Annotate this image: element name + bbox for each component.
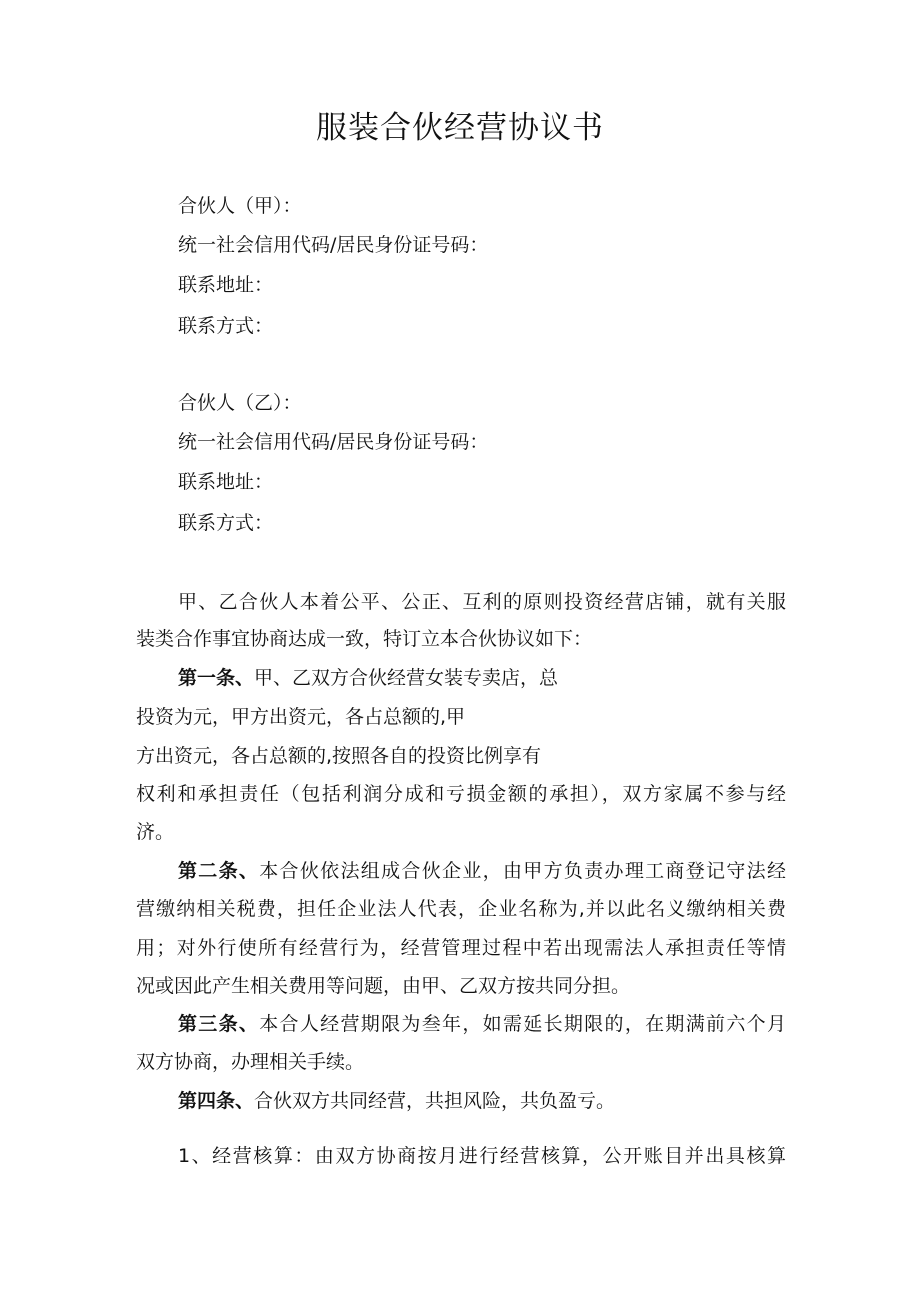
article-2-line-3: 用；对外行使所有经营行为，经营管理过程中若出现需法人承担责任等情 xyxy=(136,937,786,959)
document-title: 服装合伙经营协议书 xyxy=(316,110,604,146)
article-1-line-4: 权利和承担责任（包括利润分成和亏损金额的承担），双方家属不参与经 xyxy=(136,783,786,805)
article-3-first-line xyxy=(178,1010,786,1038)
article-2-label: 第二条、 xyxy=(178,860,260,882)
party-b-heading: 合伙人（乙）： xyxy=(178,392,302,414)
article-3-line-2: 双方协商，办理相关手续。 xyxy=(136,1051,365,1073)
article-1-first-line xyxy=(178,664,558,692)
article-2-line-2: 营缴纳相关税费，担任企业法人代表，企业名称为,并以此名义缴纳相关费 xyxy=(136,898,786,920)
party-b-address-label: 联系地址： xyxy=(178,471,274,493)
article-2-text: 本合伙依法组成合伙企业，由甲方负责办理工商登记守法经 xyxy=(259,860,786,882)
party-a-address-label: 联系地址： xyxy=(178,274,274,296)
article-4-text: 合伙双方共同经营，共担风险，共负盈亏。 xyxy=(254,1090,616,1112)
article-4-line xyxy=(178,1087,615,1115)
party-b-contact-label: 联系方式： xyxy=(178,512,274,534)
article-3-label: 第三条、 xyxy=(178,1013,260,1035)
intro-line-2: 装类合作事宜协商达成一致，特订立本合伙协议如下： xyxy=(136,628,593,650)
party-a-contact-label: 联系方式： xyxy=(178,315,274,337)
article-2-line-4: 况或因此产生相关费用等问题，由甲、乙双方按共同分担。 xyxy=(136,975,631,997)
article-3-text: 本合人经营期限为叁年，如需延长期限的，在期满前六个月 xyxy=(259,1013,786,1035)
article-4-label: 第四条、 xyxy=(178,1090,255,1112)
intro-line-1: 甲、乙合伙人本着公平、公正、互利的原则投资经营店铺，就有关服 xyxy=(178,591,786,613)
party-b-id-label: 统一社会信用代码/居民身份证号码： xyxy=(178,431,489,453)
article-1-text: 甲、乙双方合伙经营女装专卖店，总 xyxy=(254,667,559,689)
article-1-label: 第一条、 xyxy=(178,667,255,689)
article-1-line-3: 方出资元，各占总额的,按照各自的投资比例享有 xyxy=(136,745,542,767)
article-2-first-line xyxy=(178,857,786,885)
article-1-line-5: 济。 xyxy=(136,821,175,843)
item-1-line: 1、经营核算：由双方协商按月进行经营核算，公开账目并出具核算 xyxy=(178,1145,786,1167)
article-1-line-2: 投资为元，甲方出资元，各占总额的,甲 xyxy=(136,706,466,728)
party-a-id-label: 统一社会信用代码/居民身份证号码： xyxy=(178,234,489,256)
party-a-heading: 合伙人（甲）： xyxy=(178,195,302,217)
